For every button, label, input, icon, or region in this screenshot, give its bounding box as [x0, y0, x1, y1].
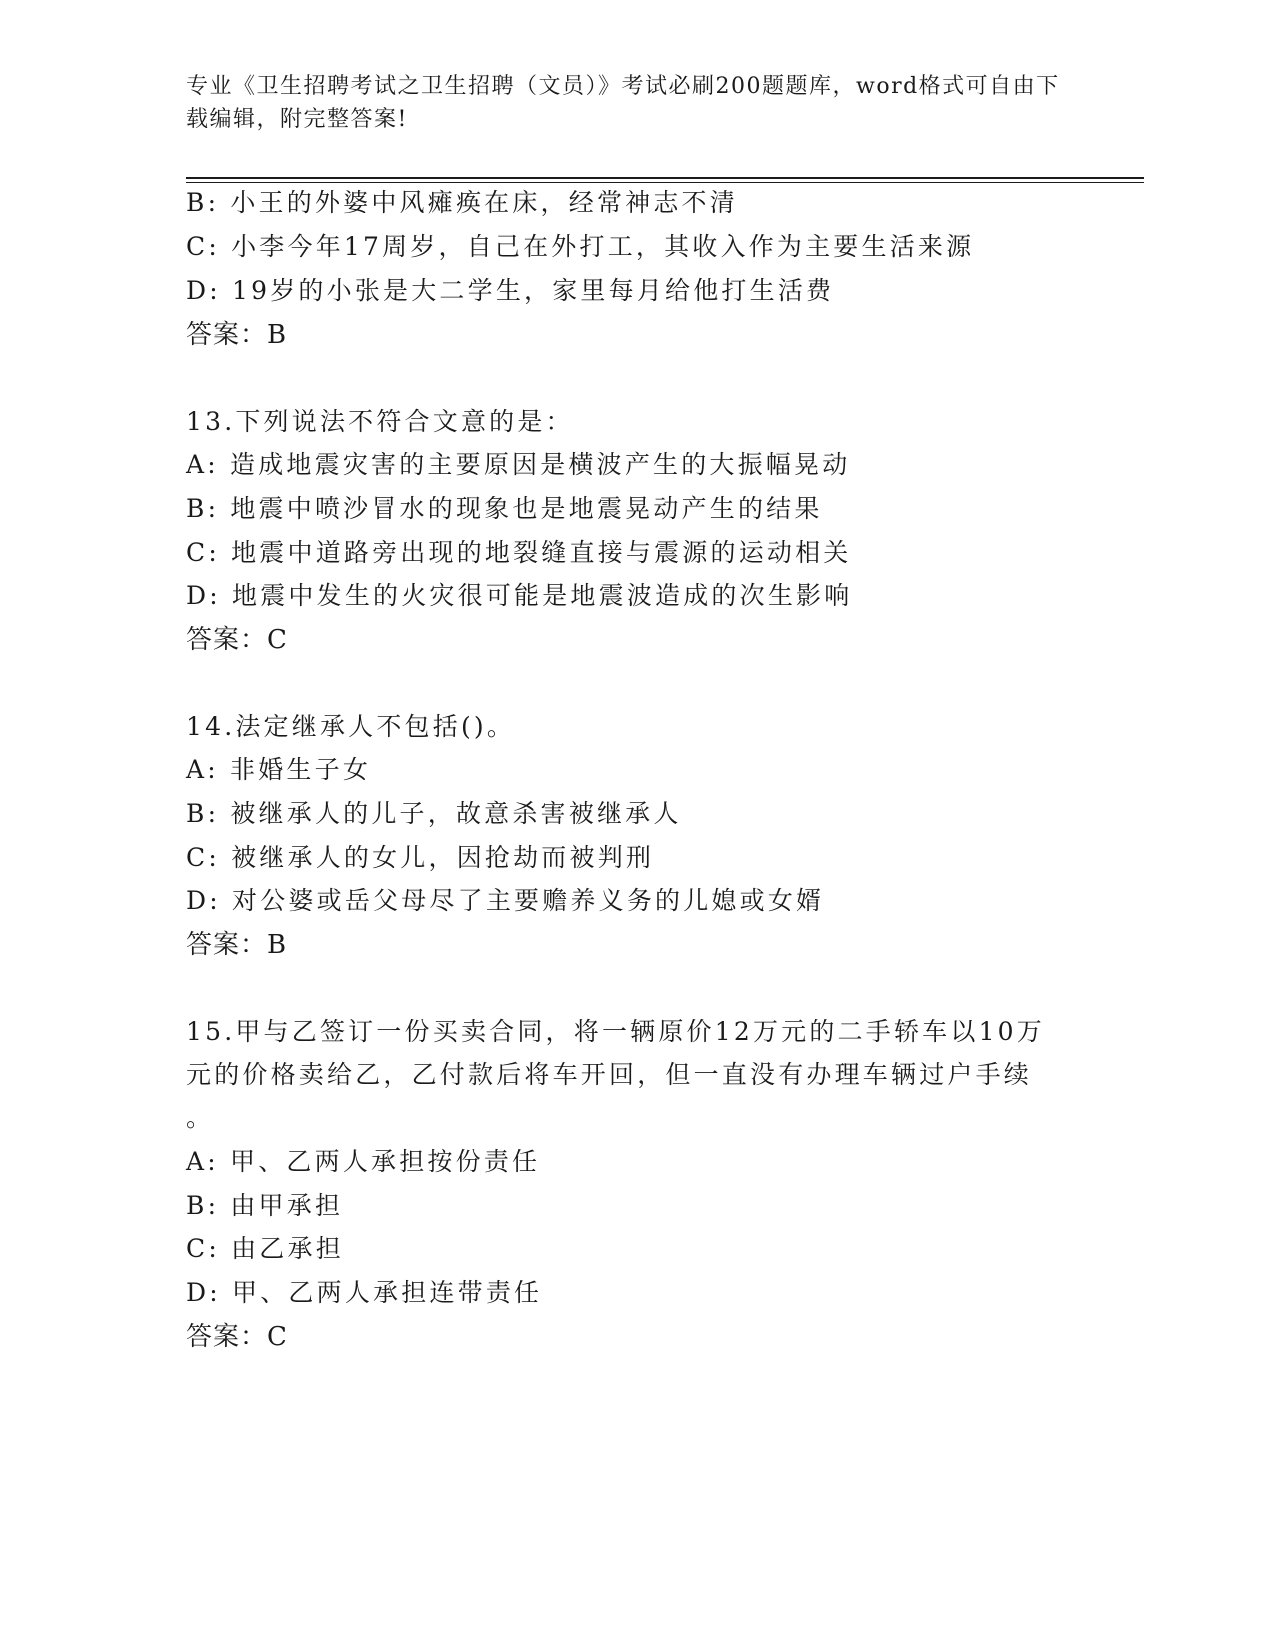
q12-option-d: D: 19岁的小张是大二学生，家里每月给他打生活费: [186, 276, 835, 305]
q12-option-b: B: 小王的外婆中风瘫痪在床，经常神志不清: [186, 188, 738, 217]
q12-answer: 答案：B: [186, 320, 288, 350]
q13-option-d: D: 地震中发生的火灾很可能是地震波造成的次生影响: [186, 581, 853, 610]
q14-option-a: A: 非婚生子女: [186, 755, 372, 784]
q15-option-d: D: 甲、乙两人承担连带责任: [186, 1278, 543, 1307]
q15-stem-line3: 。: [186, 1103, 215, 1132]
header-divider-thin: [186, 182, 1144, 183]
q14-option-b: B: 被继承人的儿子，故意杀害被继承人: [186, 799, 682, 828]
q13-option-b: B: 地震中喷沙冒水的现象也是地震晃动产生的结果: [186, 494, 823, 523]
q13-answer: 答案：C: [186, 625, 288, 655]
q14-answer: 答案：B: [186, 930, 288, 960]
q15-stem-line2: 元的价格卖给乙，乙付款后将车开回，但一直没有办理车辆过户手续: [186, 1060, 1033, 1089]
q15-option-c: C: 由乙承担: [186, 1234, 344, 1263]
q12-option-c: C: 小李今年17周岁，自己在外打工，其收入作为主要生活来源: [186, 232, 975, 261]
header-divider-thick: [186, 177, 1144, 179]
q14-stem: 14.法定继承人不包括()。: [186, 712, 516, 741]
q15-option-a: A: 甲、乙两人承担按份责任: [186, 1147, 541, 1176]
q15-answer: 答案：C: [186, 1322, 288, 1352]
q14-option-c: C: 被继承人的女儿，因抢劫而被判刑: [186, 843, 655, 872]
q15-option-b: B: 由甲承担: [186, 1191, 344, 1220]
q13-option-a: A: 造成地震灾害的主要原因是横波产生的大振幅晃动: [186, 450, 851, 479]
q15-stem-line1: 15.甲与乙签订一份买卖合同，将一辆原价12万元的二手轿车以10万: [186, 1017, 1045, 1046]
q13-option-c: C: 地震中道路旁出现的地裂缝直接与震源的运动相关: [186, 538, 852, 567]
q13-stem: 13.下列说法不符合文意的是：: [186, 407, 574, 436]
q14-option-d: D: 对公婆或岳父母尽了主要赡养义务的儿媳或女婿: [186, 886, 825, 915]
document-header: 专业《卫生招聘考试之卫生招聘（文员）》考试必刷200题题库，word格式可自由下载编辑，附完整答案!: [186, 74, 1060, 132]
